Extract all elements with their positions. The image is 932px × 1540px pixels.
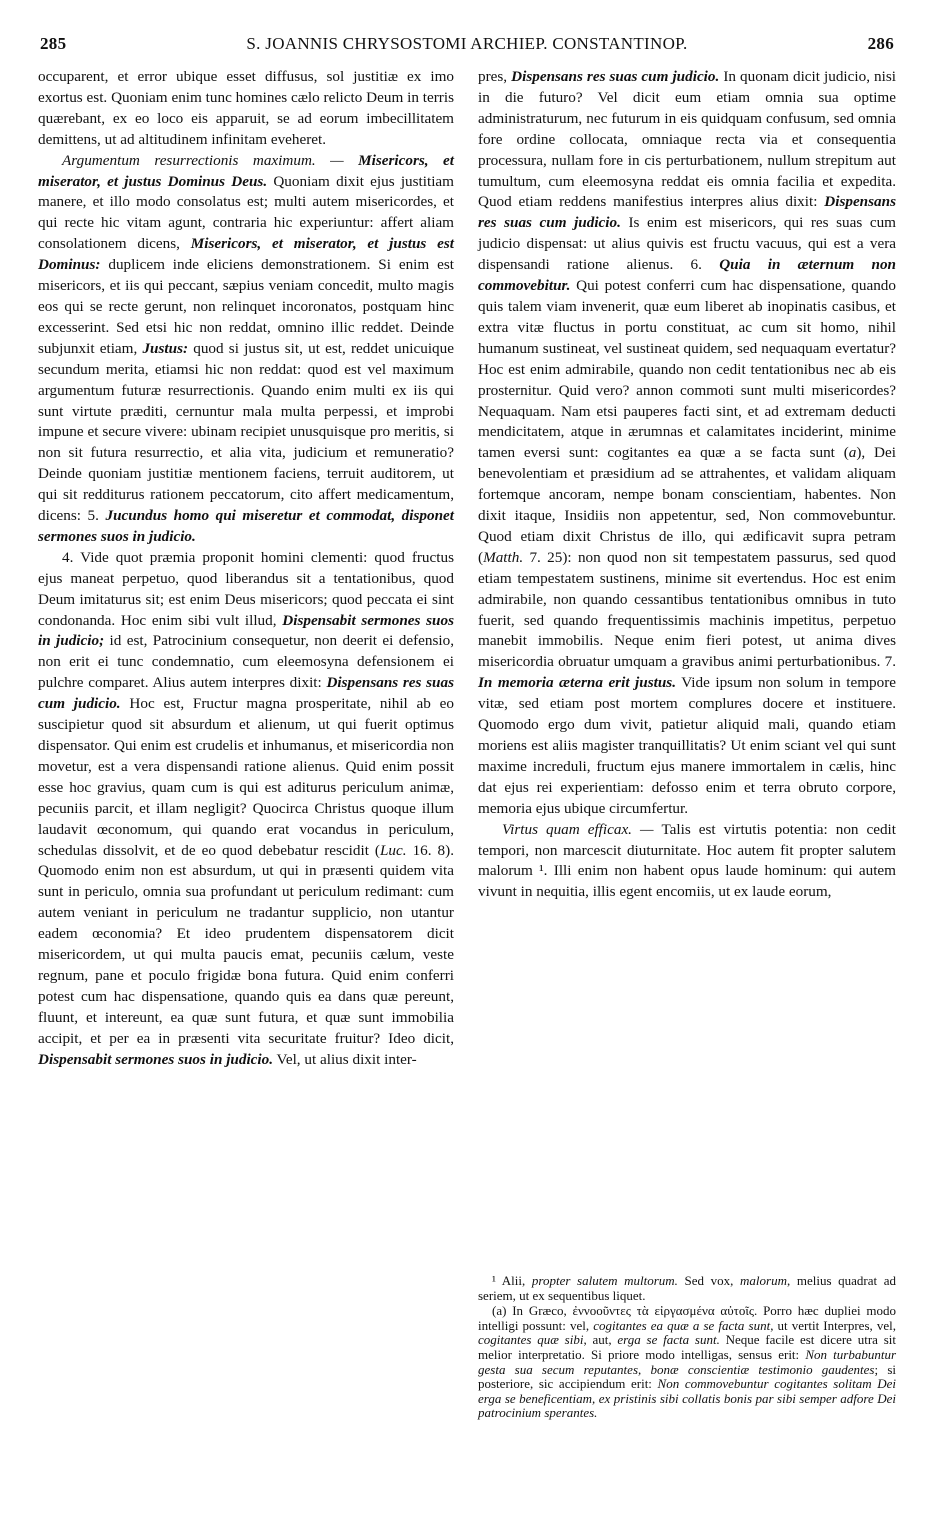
text-segment: Dispensans res suas cum judicio. [38, 674, 455, 713]
running-title: S. JOANNIS CHRYSOSTOMI ARCHIEP. CONSTANTINOP. [246, 34, 688, 53]
text-segment: Vide ipsum non solum in tempore vitæ, sed etiam post mortem complures docere et instituere. Quomodo ergo dum vivit, patietur aliquid mali, quando etiam moriens est aliis magister tranquillitatis? Ut enim sciant vel qui sunt maxime increduli, fructum ejus manere immortalem in cælis, hinc dat ejus rei experientiam: defosso enim et terra obruto corpore, memoria ejus ubique circumfertur. [478, 674, 896, 817]
text-segment: quod si justus sit, ut est, reddet unicuique secundum merita, etiamsi hic non reddat: quod est vel maximum argumentum futuræ resurrectionis. Quando enim multi ex iis qui sunt virtute præditi, cernuntur mala multa perpessi, et improbi impune et secure vivere: ubinam recipiet unusquisque pro meritis, si non sit futura resurrectio, et alia vita, judicium et remuneratio? Deinde quoniam justitiæ mentionem faciens, terruit auditorem, ut qui sit redditurus rationem peccatorum, cito affert medicamentum, dicens: 5. [38, 339, 454, 525]
text-segment: Hoc est, Fructur magna prosperitate, nihil ab eo suscipietur quod sit absurdum et alienum, ut qui fuerit optimus dispensator. Qui enim est crudelis et inhumanus, et misericordia non movetur, est a vera dispensandi ratione alienus. Quid enim possit esse hoc gravius, quam cum is qui est aditurus periculum animæ, pecuniis parcit, et illam negligit? Quocirca Christus quoque illum laudavit œconomum, qui quando erat vocandus in periculum, schedulas dissolvit, et de eo quod debebatur rescidit ( [38, 695, 454, 859]
text-segment: cogitantes quæ sibi [478, 1332, 584, 1348]
footnote-paragraph [478, 1274, 896, 1303]
footnote-paragraph [478, 1304, 896, 1421]
footnotes [478, 1274, 896, 1422]
text-segment: Jucundus homo qui miseretur et commodat, disponet sermones suos in judicio. [38, 507, 454, 545]
text-segment: Virtus quam efficax. — [502, 820, 662, 838]
text-segment: Talis est virtutis potentia: non cedit tempori, non marcescit diuturnitate. Hoc autem fit propter salutem malorum ¹. Illi enim non habent opus laude hominum: qui autem vivunt in nequitia, illis egent encomiis, ut ex laude eorum, [478, 820, 896, 901]
text-segment: (a) In Græco, ἐννοοῦντες τὰ εἰργασμένα αὐτοῖς. Porro hæc dupliei modo intelligi possunt: vel, [478, 1303, 896, 1333]
text-segment: 16. 8). Quomodo enim non est absurdum, ut qui in præsenti quidem vita sunt in periculo, omnia sua profundant ut periculum redimant: cum autem veniant in periculum ne tradantur supplicio, non utantur eadem œconomia? Et ideo prudentem dispensatorem dicit misericordem, ut qui multa paucis emat, pecuniis cælum, veste regnum, pane et poculo frigidæ bona futura. Quid enim conferri potest cum hac dispensatione, quando quis ea dans quæ pereunt, fluunt, et intereunt, ea quæ sunt futura, et quæ sunt immobilia accipit, et per ea in præsenti vita securitate fruitur? Ideo dicit, [38, 841, 454, 1047]
text-segment: Vel, ut alius dixit inter- [273, 1050, 417, 1068]
text-segment: Non turbabuntur gesta sua secum reputantes, bonæ conscientiæ testimonio gaudentes [478, 1346, 897, 1377]
text-segment: 7. 25): non quod non sit tempestatem passurus, sed quod etiam tempestatem sustinens, minime sit evertendus. Hoc est enim admirabile, non quando cessantibus tentationibus omnibus in tuto fuerit, sed quando frequentissimis machinis impetitus, perpetuo manebit immobilis. Neque enim fieri potest, ut anima dives misericordia obruatur umquam a gravibus animi perturbationibus. 7. [478, 548, 896, 671]
text-segment: 4. Vide quot præmia proponit homini clementi: quod fructus ejus maneat perpetuo, quod liberandus sit a tentationibus, quod Deum imitaturus sit; est enim Deus misericors; quod peccata ei sint condonanda. Hoc enim sibi vult illud, [38, 548, 454, 629]
text-segment: ; si posteriore, sic accipiendum erit: [478, 1361, 896, 1392]
text-segment: , aut, [583, 1332, 618, 1348]
text-segment: malorum [740, 1273, 787, 1288]
page-number-left: 285 [40, 34, 67, 53]
text-segment: Quoniam dixit ejus justitiam manere, et illo modo consolatus est; multi autem misericordes, et qui recte hic vitam agunt, contraria hic experiuntur: affert aliam consolationem dicens, [38, 172, 454, 253]
text-segment: erga se facta sunt. [617, 1332, 720, 1348]
text-segment: Neque facile est dicere utra sit melior interpretatio. Si priore modo intelligas, sensus erit: [478, 1332, 897, 1362]
text-segment: Matth. [483, 548, 524, 566]
right-column-paragraph [478, 820, 896, 904]
right-column [478, 67, 896, 903]
text-segment: Luc. [379, 841, 407, 859]
text-segment: occuparent, et error ubique esset diffusus, sol justitiæ ex imo exortus est. Quoniam enim tunc homines cælo relicto Deum in terris quærebant, ex eo loco eis apparuit, se ad eorum imbecillitatem demittens, ut ad altitudinem infinitam eveheret. [38, 68, 454, 148]
left-column [38, 67, 454, 1071]
text-segment: ), Dei benevolentiam et præsidium ad se attrahentes, et validam aliquam fortemque ancoram, nempe bonam conscientiam, habentes. Non dixit itaque, Insidiis non appetentur, sed, Non commovebuntur. Quod etiam dixit Christus de illo, qui ædificavit supra petram ( [478, 444, 896, 566]
left-column-paragraph [38, 548, 454, 1071]
text-segment: a [848, 444, 857, 462]
text-segment: Misericors, et miserator, et justus Dominus Deus. [38, 151, 454, 190]
page-header [40, 34, 894, 60]
text-segment: In quonam dicit judicio, nisi in die futuro? Vel dicit eum etiam omnia sua optime administraturum, nec futurum in eis quidquam confusum, sed omnia fore ordine collocata, omniaque recta via et consequentia processura, nullam fore in cis perturbationem, nullum strepitum aut tumultum, cum eleemosyna reddat eis omnia facilia et expedita. Quod etiam reddens manifestius interpres alius dixit: [478, 68, 896, 211]
text-segment: Misericors, et miserator, et justus est Dominus: [38, 235, 455, 274]
text-segment: Justus: [142, 339, 189, 357]
text-segment: , melius quadrat ad seriem, ut ex sequentibus liquet. [478, 1273, 897, 1303]
text-segment: id est, Patrocinium consequetur, non deerit ei defensio, non erit ei tunc condemnatio, cum eleemosyna defensionem ei pulchre comparet. Alius autem interpres dixit: [38, 632, 454, 692]
text-segment: ¹ Alii, [492, 1273, 532, 1288]
text-segment: Argumentum resurrectionis maximum. — [62, 151, 359, 169]
text-segment: Dispensabit sermones suos in judicio. [38, 1050, 274, 1068]
text-segment: Dispensans res suas cum judicio. [511, 68, 720, 85]
text-segment: Non commovebuntur cogitantes solitam Dei erga se beneficentiam, ex pristinis sibi collatis bonis par sibi semper adfore Dei patrocinium sperantes. [478, 1376, 896, 1421]
text-segment: propter salutem multorum. [531, 1273, 678, 1288]
page-number-right: 286 [867, 34, 894, 53]
left-column-paragraph [38, 67, 454, 151]
text-segment: Dispensabit sermones suos in judicio; [38, 611, 454, 650]
left-column-paragraph [38, 151, 454, 548]
text-segment: Quia in æternum non commovebitur. [478, 256, 896, 295]
text-segment: In memoria æterna erit justus. [478, 674, 676, 692]
text-segment: duplicem inde eliciens demonstrationem. Si enim est misericors, et iis qui peccant, sæpius veniam concedit, multo magis eos qui se recte gerunt, non relinquet incoronatos, postquam hinc excesserint. Sed etsi hic non reddat, omnino illic reddet. Deinde subjunxit etiam, [38, 256, 454, 357]
text-segment: Sed vox, [677, 1273, 741, 1288]
right-column-paragraph [478, 67, 896, 820]
text-segment: , ut vertit Interpres, vel, [770, 1317, 896, 1333]
text-segment: Is enim est misericors, qui res suas cum judicio dispensat: ut alius quivis est fructu vacuus, qui est a vera dispensandi ratione alienus. 6. [478, 214, 896, 274]
text-segment: pres, [478, 68, 512, 85]
text-segment: Dispensans res suas cum judicio. [478, 193, 896, 232]
text-segment: cogitantes ea quæ a se facta sunt [593, 1317, 771, 1333]
text-segment: Qui potest conferri cum hac dispensatione, quando quis talem viam invenerit, quæ eum liberet ab inopinatis casibus, et extra vitæ fluctus in portu constituat, ac cum sit homo, nihil humanum sustineat, vel sustineat quidem, sed nequaquam evertatur? Hoc est enim admirabile, quando non cedit tentationibus nec ab eis prosternitur. Quid vero? annon commoti sunt multi misericordes? Nequaquam. Nam etsi pauperes facti sint, et ad extremam deducti mendicitatem, atque in ærumnas et calamitates inciderint, minime tamen eversi sunt: cogitantes ea quæ a se facta sunt ( [478, 277, 896, 462]
